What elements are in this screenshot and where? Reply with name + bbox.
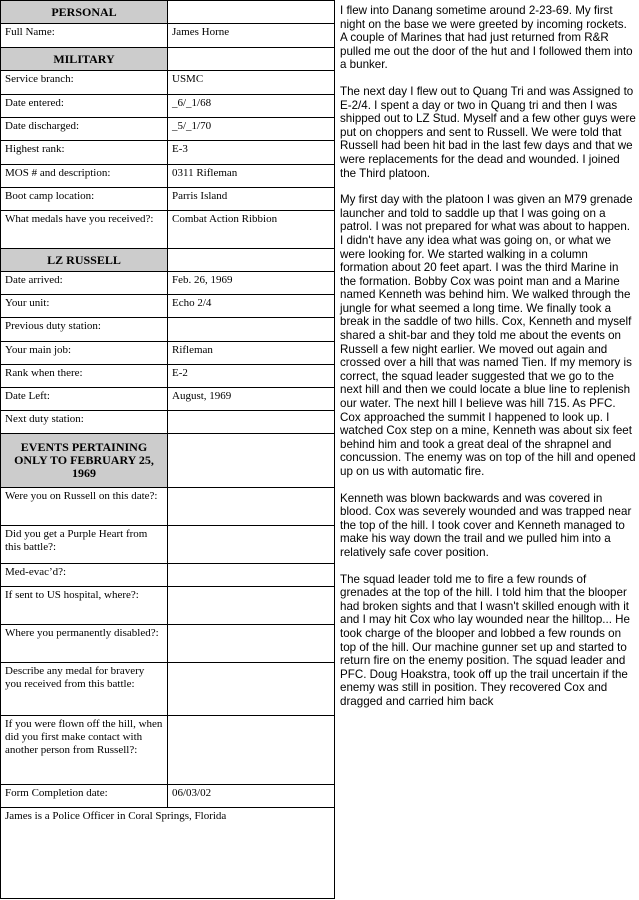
form-row (1, 587, 335, 625)
form-row (1, 24, 335, 48)
form-row (1, 342, 335, 365)
section-header-row (1, 434, 335, 488)
section-blank-cell (168, 48, 335, 71)
story-paragraph: I flew into Danang sometime around 2-23-69. My first night on the base we were greeted by incoming rockets. A couple of Marines that had just returned from R&R pulled me out the door of the hut and I followed them into a bunker. (340, 4, 633, 72)
field-value: E-2 (168, 365, 335, 388)
section-header-row (1, 249, 335, 272)
form-row (1, 388, 335, 411)
field-value: E-3 (168, 141, 335, 165)
form-row (1, 295, 335, 318)
section-title: MILITARY (1, 48, 168, 71)
field-value: 06/03/02 (168, 785, 335, 808)
form-row (1, 272, 335, 295)
field-label: Highest rank: (1, 141, 168, 165)
field-label: Where you permanently disabled?: (1, 625, 168, 663)
field-value: Echo 2/4 (168, 295, 335, 318)
section-header-row (1, 48, 335, 71)
field-value: 0311 Rifleman (168, 165, 335, 188)
field-label: Your unit: (1, 295, 168, 318)
form-row (1, 71, 335, 95)
story-paragraph: The squad leader told me to fire a few rounds of grenades at the top of the hill. I told him that the blooper had broken sights and that I wasn't skilled enough with it and I may hit Cox who lay wounded near the hilltop... He took charge of the blooper and lobbed a few rounds on top of the hill. Our machine gunner set up and started to return fire on the enemy position. The squad leader and PFC. Doug Hoakstra, took off up the trail uncertain if the enemy was still in position. They recovered Cox and dragged and carried him back (340, 572, 631, 708)
field-value (168, 318, 335, 342)
form-row (1, 165, 335, 188)
field-value (168, 625, 335, 663)
field-value: August, 1969 (168, 388, 335, 411)
note-row (1, 808, 335, 899)
form-row (1, 526, 335, 564)
form-row (1, 625, 335, 663)
field-label: Did you get a Purple Heart from this battle?: (1, 526, 168, 564)
field-value (168, 411, 335, 434)
field-label: Boot camp location: (1, 188, 168, 211)
field-label: MOS # and description: (1, 165, 168, 188)
field-value (168, 716, 335, 785)
field-value: Combat Action Ribbion (168, 211, 335, 249)
form-row (1, 663, 335, 716)
closing-note: James is a Police Officer in Coral Springs, Florida (1, 808, 335, 899)
field-label: Date arrived: (1, 272, 168, 295)
field-label: Date entered: (1, 95, 168, 118)
field-label: Form Completion date: (1, 785, 168, 808)
field-label: If sent to US hospital, where?: (1, 587, 168, 625)
field-value: James Horne (168, 24, 335, 48)
field-value (168, 488, 335, 526)
field-label: Your main job: (1, 342, 168, 365)
section-header-row (1, 1, 335, 24)
form-row (1, 211, 335, 249)
field-label: Date Left: (1, 388, 168, 411)
form-row (1, 141, 335, 165)
field-label: Service branch: (1, 71, 168, 95)
story-paragraph: The next day I flew out to Quang Tri and was Assigned to E-2/4. I spent a day or two in Quang tri and then I was shipped out to LZ Stud. Myself and a few other guys were put on choppers and sent to Russell. We were told that Russell had been hit bad in the last few days and that we were replacements for the dead and wounded. I joined the Third platoon. (340, 84, 636, 180)
form-row (1, 488, 335, 526)
field-label: Med-evac’d?: (1, 564, 168, 587)
section-title: EVENTS PERTAINING ONLY TO FEBRUARY 25, 1969 (1, 434, 168, 488)
field-label: Date discharged: (1, 118, 168, 141)
field-label: Next duty station: (1, 411, 168, 434)
form-row (1, 188, 335, 211)
field-value (168, 564, 335, 587)
form-row (1, 411, 335, 434)
section-title: LZ RUSSELL (1, 249, 168, 272)
narrative-text (340, 4, 636, 722)
section-blank-cell (168, 434, 335, 488)
field-value: Rifleman (168, 342, 335, 365)
field-value (168, 526, 335, 564)
story-paragraph: My first day with the platoon I was given an M79 grenade launcher and told to saddle up that I was going on a patrol. I was not prepared for what was about to happen. I didn't have any idea what was going on, or what we were looking for. We started walking in a column formation about 20 feet apart. I was the third Marine in the formation. Bobby Cox was point man and a Marine named Kenneth was behind him. We walked through the jungle for what seemed a long time. We finally took a break in the saddle of two hills. Cox, Kenneth and myself shared a shit-bar and they told me about the events on Russell a few night earlier. We moved out again and crossed over a hill that was named Tien. If my memory is correct, the squad leader suggested that we go to the next hill and then we could locate a blue line to replenish our water. The next hill I believe was hill 715. As PFC. Cox approached the summit I happened to look up. I watched Cox step on a mine, Kenneth was about six feet behind him and took a great deal of the shrapnel and concussion. The enemy was on top of the hill and opened up on us with automatic fire. (340, 193, 636, 478)
field-label: Were you on Russell on this date?: (1, 488, 168, 526)
section-blank-cell (168, 249, 335, 272)
field-label: Previous duty station: (1, 318, 168, 342)
field-label: Rank when there: (1, 365, 168, 388)
section-title: PERSONAL (1, 1, 168, 24)
field-label: What medals have you received?: (1, 211, 168, 249)
field-label: If you were flown off the hill, when did you first make contact with another person from Russell?: (1, 716, 168, 785)
field-value: Parris Island (168, 188, 335, 211)
form-row (1, 716, 335, 785)
form-row (1, 95, 335, 118)
form-row (1, 118, 335, 141)
field-value: USMC (168, 71, 335, 95)
field-value (168, 663, 335, 716)
field-label: Describe any medal for bravery you received from this battle: (1, 663, 168, 716)
form-row (1, 318, 335, 342)
field-value: _6/_1/68 (168, 95, 335, 118)
form-row (1, 564, 335, 587)
story-paragraph: Kenneth was blown backwards and was covered in blood. Cox was severely wounded and was trapped near the top of the hill. I took cover and Kenneth managed to make his way down the trail and we pulled him into a relatively safe cover position. (340, 491, 632, 559)
section-blank-cell (168, 1, 335, 24)
field-label: Full Name: (1, 24, 168, 48)
form-row (1, 365, 335, 388)
form-row (1, 785, 335, 808)
field-value (168, 587, 335, 625)
field-value: Feb. 26, 1969 (168, 272, 335, 295)
field-value: _5/_1/70 (168, 118, 335, 141)
form-body (1, 1, 335, 899)
